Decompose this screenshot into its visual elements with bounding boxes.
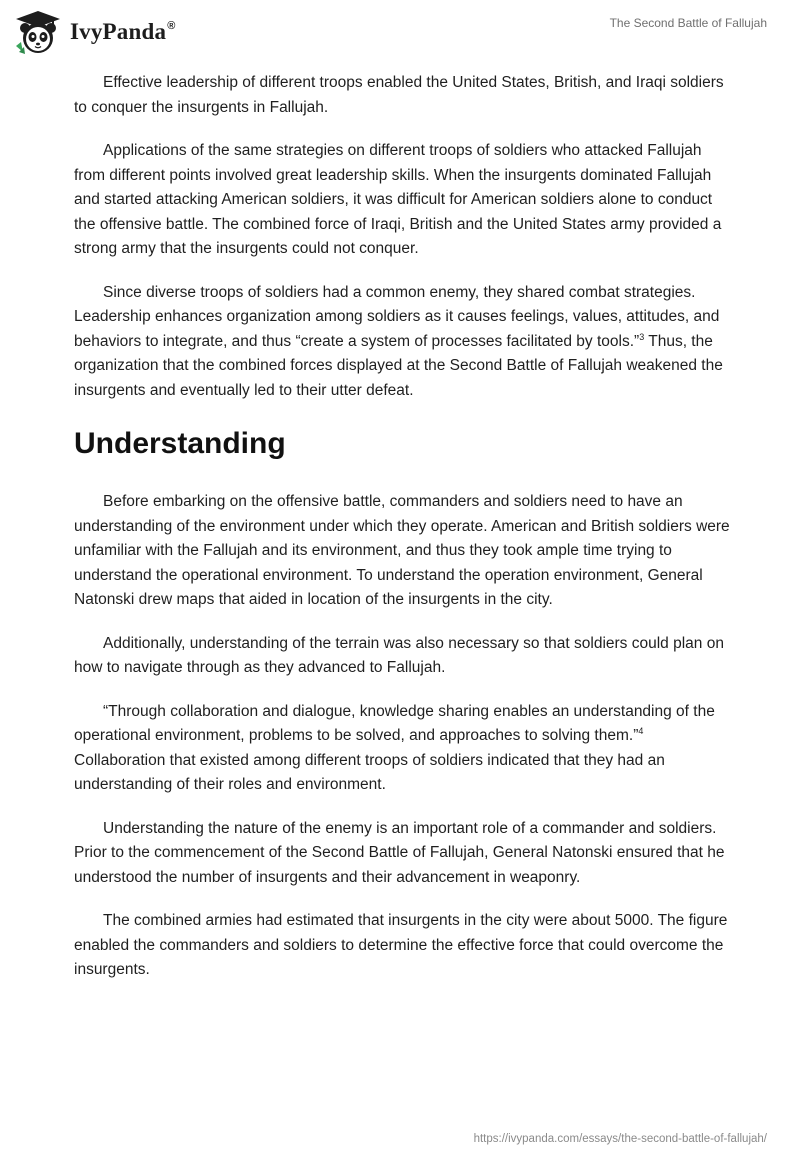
paragraph: “Through collaboration and dialogue, knowledge sharing enables an understanding of the operational environment, problems to be solved, and approaches to solving them.”$^4$ Collaboration that existed among different troops of soldiers indicated that they had an understanding of their roles and environment. bbox=[74, 702, 715, 793]
paragraph: Since diverse troops of soldiers had a common enemy, they shared combat strategies. Leadership enhances organization among soldiers as it causes feelings, values, attitudes, and behaviors to integrate, and thus “create a system of processes facilitated by tools.”$^3$ Thus, the organization that the combined forces displayed at the Second Battle of Fallujah weakened the insurgents and eventually led to their utter defeat. bbox=[74, 283, 723, 399]
source-url[interactable]: https://ivypanda.com/essays/the-second-battle-of-fallujah/ bbox=[473, 1133, 767, 1145]
footnote-ref[interactable]: 3 bbox=[639, 331, 645, 342]
paragraph: The combined armies had estimated that insurgents in the city were about 5000. The figure enabled the commanders and soldiers to determine the effective force that could overcome the insurgents. bbox=[74, 912, 728, 978]
document-title: The Second Battle of Fallujah bbox=[609, 16, 767, 30]
paragraph: Additionally, understanding of the terrain was also necessary so that soldiers could plan on how to navigate through as they advanced to Fallujah. bbox=[74, 634, 724, 676]
section-heading: Understanding bbox=[74, 427, 286, 460]
essay-body bbox=[74, 71, 734, 1002]
paragraph: Before embarking on the offensive battle, commanders and soldiers need to have an understanding of the environment under which they operate. American and British soldiers were unfamiliar with the Fallujah and its environment, and thus they took ample time trying to understand the operational environment. To understand the operation environment, General Natonski drew maps that aided in location of the insurgents in the city. bbox=[74, 493, 730, 608]
panda-logo-icon bbox=[14, 8, 62, 56]
footnote-ref[interactable]: 4 bbox=[638, 726, 644, 736]
brand-name: IvyPanda® bbox=[70, 19, 176, 44]
paragraph: Applications of the same strategies on different troops of soldiers who attacked Fallujah from different points involved great leadership skills. When the insurgents dominated Fallujah and started attacking American soldiers, it was difficult for American soldiers alone to conduct the offensive battle. The combined force of Iraqi, British and the United States army provided a strong army that the insurgents could not conquer. bbox=[74, 142, 722, 257]
paragraph: Understanding the nature of the enemy is an important role of a commander and soldiers. Prior to the commencement of the Second Battle of Fallujah, General Natonski ensured that he understood the number of insurgents and their advancement in weaponry. bbox=[74, 819, 725, 886]
logo-link[interactable] bbox=[14, 8, 176, 56]
page-header bbox=[0, 0, 800, 64]
paragraph: Effective leadership of different troops enabled the United States, British, and Iraqi soldiers to conquer the insurgents in Fallujah. bbox=[74, 74, 724, 116]
